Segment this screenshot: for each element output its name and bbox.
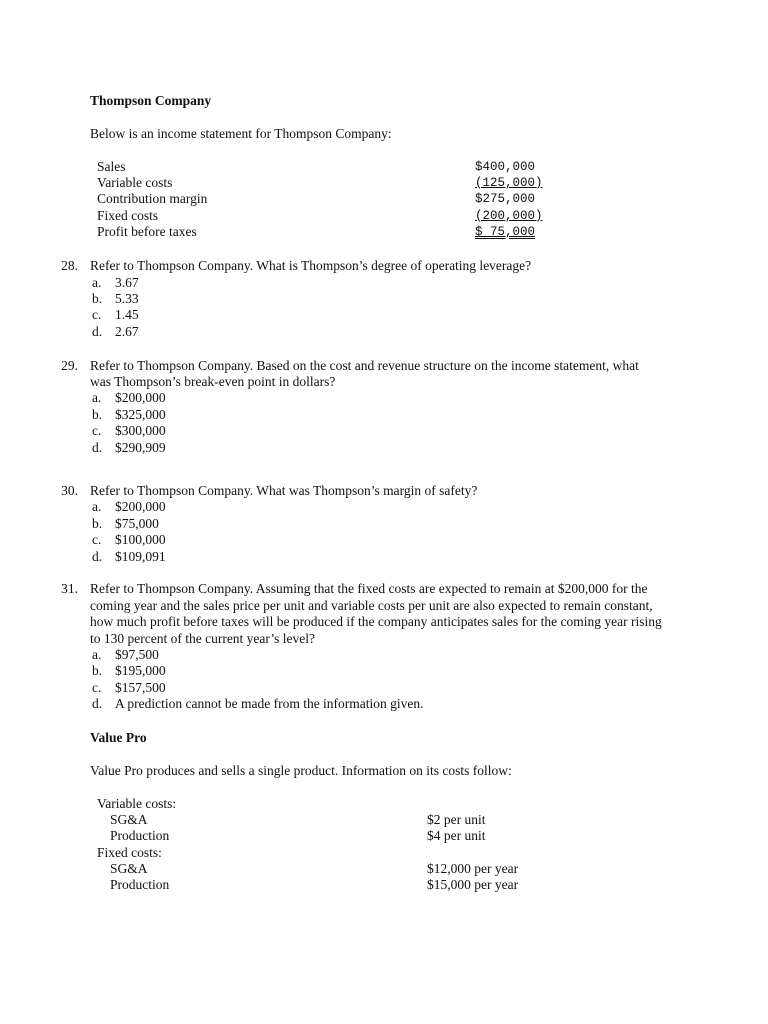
question-number: 29.: [61, 358, 78, 373]
option-text: 1.45: [115, 307, 139, 322]
statement-value: $275,000: [475, 192, 536, 206]
option-text: $75,000: [115, 516, 159, 531]
question-text: Refer to Thompson Company. What is Thompson’s degree of operating leverage?: [90, 258, 532, 273]
option-text: $100,000: [115, 532, 166, 547]
section-intro-value-pro: Value Pro produces and sells a single product. Information on its costs follow:: [90, 763, 512, 778]
question-text: Refer to Thompson Company. What was Thompson’s margin of safety?: [90, 483, 478, 498]
option-text: $300,000: [115, 423, 166, 438]
cost-group-label: Variable costs:: [97, 796, 177, 811]
option-text: $200,000: [115, 499, 166, 514]
option-letter: a.: [92, 647, 102, 662]
option-letter: b.: [92, 663, 103, 678]
cost-group-label: Fixed costs:: [97, 845, 162, 860]
option-text: $195,000: [115, 663, 166, 678]
section-title-thompson: Thompson Company: [90, 93, 212, 108]
cost-item-value: $12,000 per year: [427, 861, 519, 876]
option-letter: d.: [92, 549, 103, 564]
section-intro-thompson: Below is an income statement for Thompson Company:: [90, 126, 392, 141]
question-text: was Thompson’s break-even point in dollars?: [90, 374, 336, 389]
statement-label: Fixed costs: [97, 208, 159, 223]
question-text: coming year and the sales price per unit and variable costs per unit are also expected to remain constant,: [90, 598, 653, 613]
question-text: Refer to Thompson Company. Based on the cost and revenue structure on the income statement, what: [90, 358, 639, 373]
question-text: Refer to Thompson Company. Assuming that the fixed costs are expected to remain at $200,000 for the: [90, 581, 648, 596]
option-text: $325,000: [115, 407, 166, 422]
option-letter: c.: [92, 532, 102, 547]
cost-item-label: Production: [110, 828, 170, 843]
cost-item-label: Production: [110, 877, 170, 892]
option-text: $200,000: [115, 390, 166, 405]
option-text: 2.67: [115, 324, 139, 339]
option-letter: a.: [92, 275, 102, 290]
option-letter: d.: [92, 324, 103, 339]
cost-item-value: $15,000 per year: [427, 877, 519, 892]
cost-item-label: SG&A: [110, 812, 148, 827]
option-letter: d.: [92, 696, 103, 711]
option-letter: b.: [92, 291, 103, 306]
option-letter: c.: [92, 680, 102, 695]
cost-item-value: $4 per unit: [427, 828, 486, 843]
option-letter: c.: [92, 423, 102, 438]
question-number: 31.: [61, 581, 78, 596]
statement-value: (125,000): [475, 176, 543, 190]
cost-item-value: $2 per unit: [427, 812, 486, 827]
option-letter: d.: [92, 440, 103, 455]
option-text: $157,500: [115, 680, 166, 695]
statement-label: Contribution margin: [97, 191, 208, 206]
option-text: $97,500: [115, 647, 159, 662]
option-letter: a.: [92, 390, 102, 405]
option-text: A prediction cannot be made from the information given.: [115, 696, 424, 711]
question-text: to 130 percent of the current year’s level?: [90, 631, 316, 646]
question-number: 28.: [61, 258, 78, 273]
section-title-value-pro: Value Pro: [90, 730, 147, 745]
question-text: how much profit before taxes will be produced if the company anticipates sales for the coming year rising: [90, 614, 662, 629]
option-text: 5.33: [115, 291, 139, 306]
question-number: 30.: [61, 483, 78, 498]
statement-value: $400,000: [475, 160, 536, 174]
option-letter: b.: [92, 407, 103, 422]
option-text: $109,091: [115, 549, 166, 564]
statement-value: $ 75,000: [475, 225, 536, 239]
statement-label: Variable costs: [97, 175, 173, 190]
statement-label: Sales: [97, 159, 126, 174]
cost-item-label: SG&A: [110, 861, 148, 876]
option-text: 3.67: [115, 275, 139, 290]
statement-label: Profit before taxes: [97, 224, 197, 239]
option-letter: b.: [92, 516, 103, 531]
option-text: $290,909: [115, 440, 166, 455]
option-letter: c.: [92, 307, 102, 322]
statement-value: (200,000): [475, 209, 543, 223]
option-letter: a.: [92, 499, 102, 514]
